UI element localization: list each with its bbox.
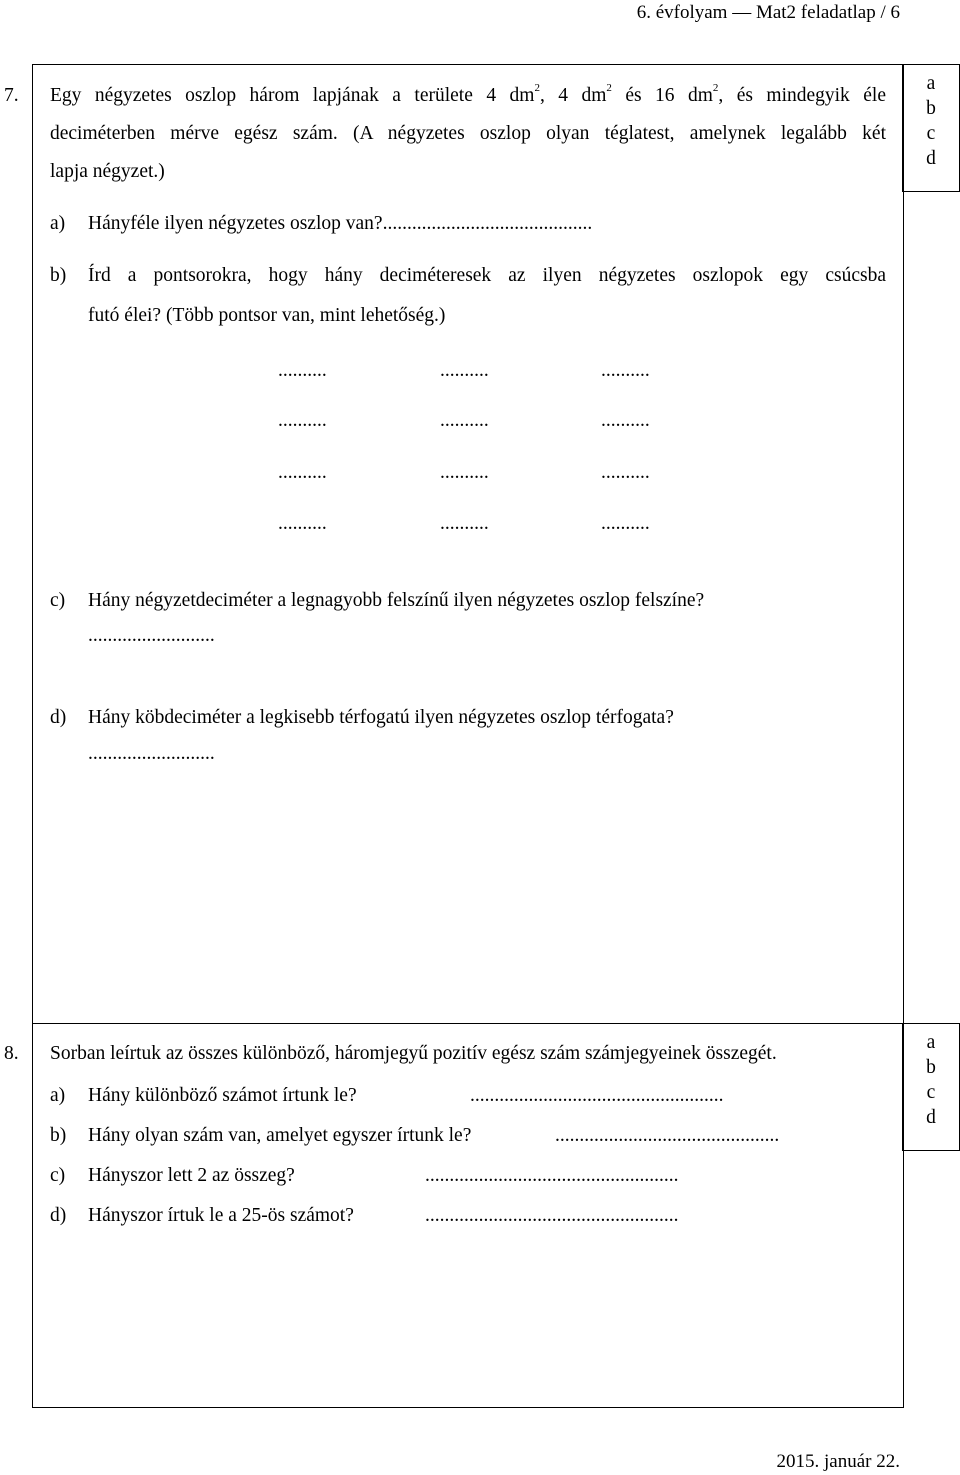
task-7-score-box	[902, 64, 960, 192]
task-8d-label: d)	[50, 1205, 67, 1226]
task-8b-question: Hány olyan szám van, amelyet egyszer írtunk le?	[88, 1125, 472, 1146]
score-letter-b: b	[926, 1057, 936, 1078]
answer-line-8a[interactable]: ....................................................	[470, 1085, 724, 1106]
task-7-intro-line-3: lapja négyzet.)	[50, 161, 165, 182]
answer-dots-r4-c1[interactable]: ..........	[278, 513, 327, 534]
task-8-score-box	[902, 1023, 960, 1151]
task-8-number: 8.	[4, 1043, 19, 1064]
task-8c-label: c)	[50, 1165, 66, 1186]
answer-dots-r3-c1[interactable]: ..........	[278, 462, 327, 483]
task-7c-label: c)	[50, 590, 66, 611]
task-7b-question-line-1: Írd a pontsorokra, hogy hány deciméteresek az ilyen négyzetes oszlopok egy csúcsba	[88, 265, 886, 286]
task-8d-question: Hányszor írtuk le a 25-ös számot?	[88, 1205, 354, 1226]
task-8a-question: Hány különböző számot írtunk le?	[88, 1085, 357, 1106]
answer-line-7c[interactable]: ..........................	[88, 625, 215, 646]
answer-dots-r2-c1[interactable]: ..........	[278, 410, 327, 431]
score-letter-a: a	[926, 73, 936, 94]
task-7d-label: d)	[50, 707, 67, 728]
page-footer-date: 2015. január 22.	[776, 1451, 900, 1472]
answer-dots-r1-c1[interactable]: ..........	[278, 360, 327, 381]
answer-dots-r4-c2[interactable]: ..........	[440, 513, 489, 534]
answer-line-7a[interactable]: ...........................................	[382, 213, 593, 234]
answer-dots-r1-c3[interactable]: ..........	[601, 360, 650, 381]
answer-dots-r4-c3[interactable]: ..........	[601, 513, 650, 534]
task-7-intro-line-2: deciméterben mérve egész szám. (A négyzetes oszlop olyan téglatest, amelynek legalább két	[50, 123, 886, 144]
answer-line-8c[interactable]: ....................................................	[425, 1165, 679, 1186]
task-7c-question: Hány négyzetdeciméter a legnagyobb felszínű ilyen négyzetes oszlop felszíne?	[88, 590, 705, 611]
task-7d-question: Hány köbdeciméter a legkisebb térfogatú ilyen négyzetes oszlop térfogata?	[88, 707, 674, 728]
score-letter-c: c	[926, 1082, 936, 1103]
answer-dots-r2-c3[interactable]: ..........	[601, 410, 650, 431]
answer-dots-r3-c3[interactable]: ..........	[601, 462, 650, 483]
answer-line-8b[interactable]: ..............................................	[555, 1125, 780, 1146]
task-7b-label: b)	[50, 265, 67, 286]
task-7a-label: a)	[50, 213, 66, 234]
task-8c-question: Hányszor lett 2 az összeg?	[88, 1165, 295, 1186]
task-7-intro-line-1: Egy négyzetes oszlop három lapjának a területe 4 $dm^2$, 4 $dm^2$ és 16 $dm^2$, és mindegyik éle	[50, 82, 886, 106]
answer-dots-r1-c2[interactable]: ..........	[440, 360, 489, 381]
answer-dots-r3-c2[interactable]: ..........	[440, 462, 489, 483]
score-letter-b: b	[926, 98, 936, 119]
task-7a-question: Hányféle ilyen négyzetes oszlop van?...........................................	[88, 213, 593, 234]
answer-dots-r2-c2[interactable]: ..........	[440, 410, 489, 431]
score-letter-d: d	[926, 148, 936, 169]
task-8a-label: a)	[50, 1085, 66, 1106]
score-letter-a: a	[926, 1032, 936, 1053]
answer-line-7d[interactable]: ..........................	[88, 743, 215, 764]
task-7-frame	[32, 64, 904, 1023]
score-letter-c: c	[926, 123, 936, 144]
task-8-intro: Sorban leírtuk az összes különböző, háromjegyű pozitív egész szám számjegyeinek összegét.	[50, 1043, 777, 1064]
page-header: 6. évfolyam — Mat2 feladatlap / 6	[636, 2, 900, 23]
score-letter-d: d	[926, 1107, 936, 1128]
task-8b-label: b)	[50, 1125, 67, 1146]
task-7b-question-line-2: futó élei? (Több pontsor van, mint lehetőség.)	[88, 305, 446, 326]
answer-line-8d[interactable]: ....................................................	[425, 1205, 679, 1226]
task-7-number: 7.	[4, 85, 19, 106]
